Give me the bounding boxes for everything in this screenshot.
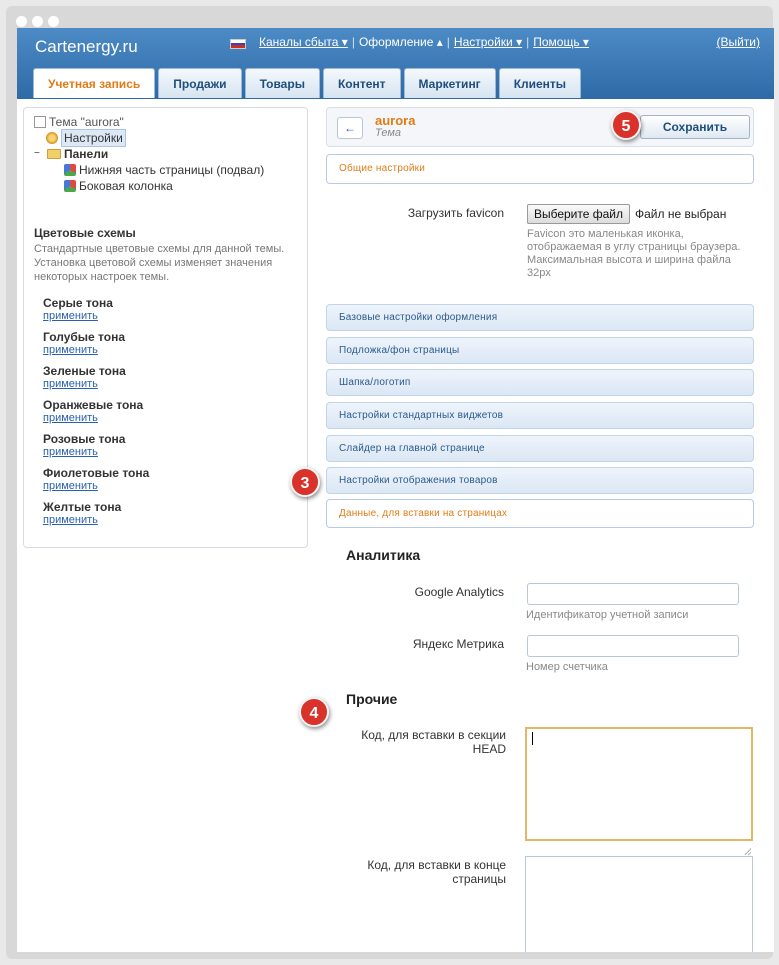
apply-scheme-link[interactable]: применить bbox=[43, 378, 98, 390]
tree-root-label: Тема "aurora" bbox=[49, 115, 124, 129]
yandex-metrika-hint: Номер счетчика bbox=[526, 661, 608, 673]
window-frame bbox=[6, 6, 773, 959]
list-item bbox=[43, 500, 149, 534]
section-basic-design[interactable]: Базовые настройки оформления bbox=[326, 304, 754, 331]
menu-separator: | bbox=[351, 35, 355, 49]
list-item bbox=[43, 466, 149, 500]
section-insert-data[interactable]: Данные, для вставки на страницах bbox=[326, 499, 754, 528]
list-item bbox=[43, 296, 149, 330]
tree-item-settings[interactable] bbox=[34, 130, 264, 146]
tab-content[interactable]: Контент bbox=[323, 68, 401, 98]
head-code-textarea[interactable] bbox=[525, 727, 753, 841]
tree-side-column-label: Боковая колонка bbox=[79, 179, 173, 193]
section-standard-widgets[interactable]: Настройки стандартных виджетов bbox=[326, 402, 754, 429]
section-page-background[interactable]: Подложка/фон страницы bbox=[326, 337, 754, 364]
tab-marketing[interactable]: Маркетинг bbox=[404, 68, 496, 98]
tree-item-panels[interactable] bbox=[34, 146, 264, 162]
main-panel bbox=[300, 107, 754, 952]
window-dot-icon[interactable] bbox=[48, 16, 59, 27]
back-button[interactable]: ← bbox=[337, 117, 363, 139]
choose-file-button[interactable]: Выберите файл bbox=[527, 204, 630, 224]
menu-settings[interactable]: Настройки ▾ bbox=[453, 35, 523, 49]
apply-scheme-link[interactable]: применить bbox=[43, 446, 98, 458]
list-item bbox=[43, 330, 149, 364]
tree-settings-label: Настройки bbox=[61, 129, 126, 147]
resize-grip-icon[interactable] bbox=[744, 848, 751, 855]
logout-link[interactable]: (Выйти) bbox=[716, 35, 760, 49]
tree-footer-label: Нижняя часть страницы (подвал) bbox=[79, 163, 265, 177]
google-analytics-input[interactable] bbox=[527, 583, 739, 605]
menu-help[interactable]: Помощь ▾ bbox=[533, 35, 589, 49]
apply-scheme-link[interactable]: применить bbox=[43, 514, 98, 526]
tab-clients[interactable]: Клиенты bbox=[499, 68, 581, 98]
theme-name: aurora bbox=[375, 113, 416, 128]
tab-account[interactable]: Учетная запись bbox=[33, 68, 155, 98]
tree-item-side-column[interactable] bbox=[34, 178, 264, 194]
top-bar bbox=[17, 28, 774, 99]
blocks-icon bbox=[64, 164, 76, 176]
scheme-name: Фиолетовые тона bbox=[43, 466, 150, 480]
window-dot-icon[interactable] bbox=[32, 16, 43, 27]
site-logo[interactable]: Cartenergy.ru bbox=[35, 37, 138, 56]
scheme-name: Оранжевые тона bbox=[43, 398, 144, 412]
apply-scheme-link[interactable]: применить bbox=[43, 310, 98, 322]
apply-scheme-link[interactable]: применить bbox=[43, 412, 98, 424]
section-product-display[interactable]: Настройки отображения товаров bbox=[326, 467, 754, 494]
list-item bbox=[43, 432, 149, 466]
color-schemes-description: Стандартные цветовые схемы для данной темы. Установка цветовой схемы изменяет значения некоторых настроек темы. bbox=[34, 243, 285, 283]
flag-stripe-red bbox=[231, 45, 245, 48]
save-button[interactable]: Сохранить bbox=[640, 115, 750, 139]
menu-sales-channels[interactable]: Каналы сбыта ▾ bbox=[259, 35, 348, 49]
app-screen bbox=[17, 28, 774, 952]
window-controls bbox=[16, 16, 59, 27]
step-badge-4: 4 bbox=[299, 697, 329, 727]
tree-item-footer[interactable] bbox=[34, 162, 264, 178]
color-scheme-list bbox=[43, 296, 149, 534]
yandex-metrika-input[interactable] bbox=[527, 635, 739, 657]
color-schemes-title: Цветовые схемы bbox=[34, 226, 136, 240]
favicon-label: Загрузить favicon bbox=[407, 206, 504, 220]
step-badge-3: 3 bbox=[290, 467, 320, 497]
scheme-name: Розовые тона bbox=[43, 432, 126, 446]
scheme-name: Желтые тона bbox=[43, 500, 122, 514]
theme-subtitle: Тема bbox=[375, 127, 402, 139]
scheme-name: Голубые тона bbox=[43, 330, 126, 344]
settings-icon bbox=[46, 132, 58, 144]
end-code-label: Код, для вставки в конце страницы bbox=[367, 858, 506, 886]
section-header-logo[interactable]: Шапка/логотип bbox=[326, 369, 754, 396]
favicon-hint: Favicon это маленькая иконка, отображаемая в углу страницы браузера. Максимальная высота и ширина файла 32px bbox=[527, 228, 741, 279]
tree-panels-label: Панели bbox=[64, 147, 109, 161]
menu-separator: | bbox=[446, 35, 450, 49]
menu-separator: | bbox=[526, 35, 530, 49]
other-title: Прочие bbox=[346, 691, 398, 707]
apply-scheme-link[interactable]: применить bbox=[43, 480, 98, 492]
section-general-settings[interactable]: Общие настройки bbox=[326, 154, 754, 184]
main-tabs bbox=[33, 68, 581, 98]
list-item bbox=[43, 364, 149, 398]
top-menu bbox=[259, 35, 593, 49]
analytics-title: Аналитика bbox=[346, 547, 421, 563]
window-dot-icon[interactable] bbox=[16, 16, 27, 27]
blocks-icon bbox=[64, 180, 76, 192]
step-badge-5: 5 bbox=[611, 110, 641, 140]
section-home-slider[interactable]: Слайдер на главной странице bbox=[326, 435, 754, 462]
page-icon bbox=[34, 116, 46, 128]
scheme-name: Серые тона bbox=[43, 296, 113, 310]
tab-sales[interactable]: Продажи bbox=[158, 68, 241, 98]
google-analytics-hint: Идентификатор учетной записи bbox=[526, 609, 689, 621]
apply-scheme-link[interactable]: применить bbox=[43, 344, 98, 356]
yandex-metrika-label: Яндекс Метрика bbox=[412, 637, 504, 651]
file-status: Файл не выбран bbox=[635, 207, 727, 221]
russian-flag-icon[interactable] bbox=[230, 39, 246, 49]
tab-products[interactable]: Товары bbox=[245, 68, 320, 98]
head-code-label: Код, для вставки в секции HEAD bbox=[361, 728, 506, 756]
list-item bbox=[43, 398, 149, 432]
theme-header bbox=[326, 107, 754, 147]
collapse-icon[interactable]: − bbox=[34, 148, 40, 159]
menu-design[interactable]: Оформление ▴ bbox=[358, 35, 443, 49]
text-cursor bbox=[532, 732, 533, 745]
theme-tree bbox=[34, 114, 264, 194]
scheme-name: Зеленые тона bbox=[43, 364, 126, 378]
end-code-textarea[interactable] bbox=[525, 856, 753, 952]
tree-root[interactable] bbox=[34, 114, 264, 130]
google-analytics-label: Google Analytics bbox=[414, 585, 504, 599]
folder-icon bbox=[47, 149, 61, 159]
sidebar bbox=[23, 107, 308, 548]
